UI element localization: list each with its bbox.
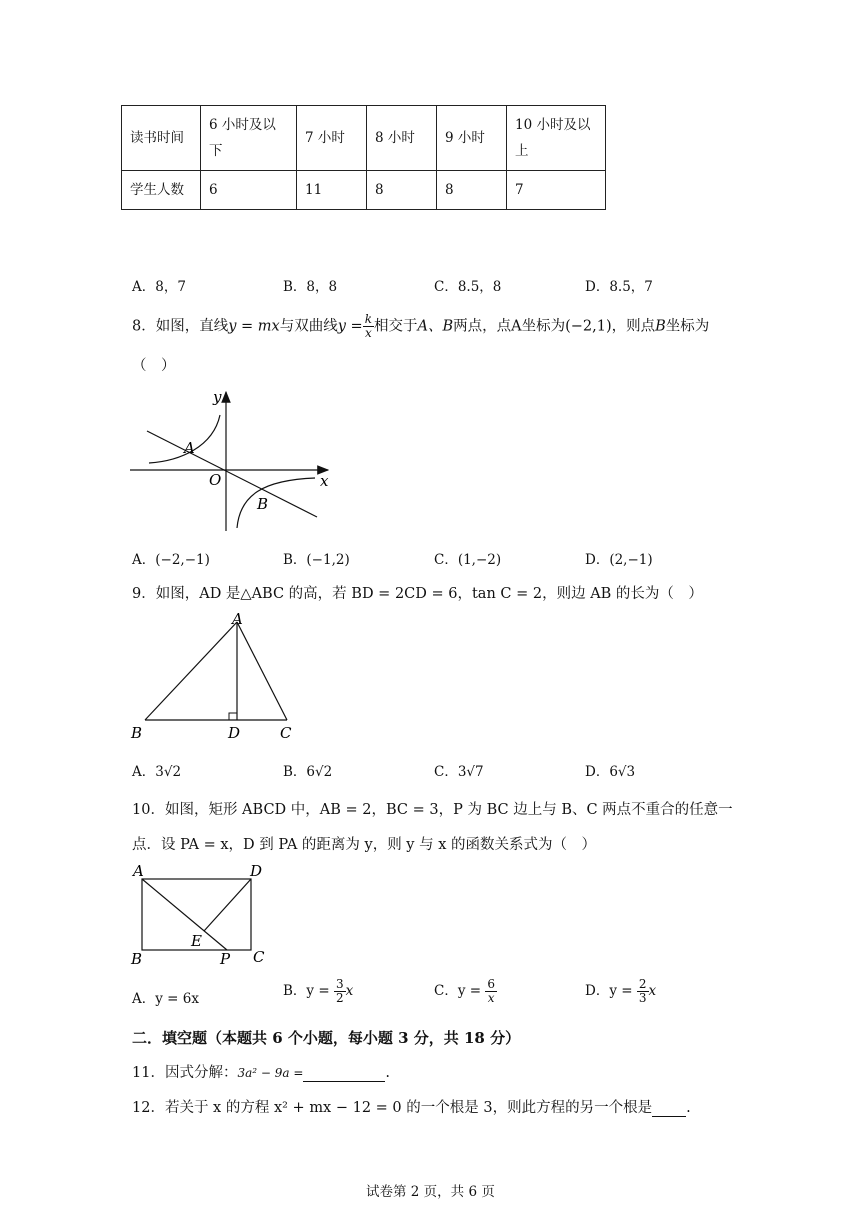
q8-question: 8．如图，直线y = mx与双曲线y = $\frac{k}{x}$ 相交于A、B两点，点A坐标为(−2,1)，则点B坐标为 [132, 312, 710, 340]
q9-option-d: D．6√3 [585, 764, 636, 780]
line-y-mx [147, 431, 317, 517]
table-cell: 6 小时及以下 [201, 106, 297, 171]
label-a: A [232, 610, 243, 628]
q10-option-c: C．y = $\frac{6}{x}$ [434, 977, 495, 1005]
q8-figure [125, 385, 340, 535]
q8-option-c: C．(1,−2) [434, 552, 502, 568]
answer-blank[interactable] [652, 1100, 686, 1117]
label-p: P [220, 950, 231, 968]
table-cell: 10 小时及以上 [507, 106, 606, 171]
q9-option-c: C．3√7 [434, 764, 484, 780]
q8-option-a: A．(−2,−1) [132, 552, 210, 568]
page-footer: 试卷第 2 页，共 6 页 [366, 1184, 495, 1200]
q9-question: 9．如图，AD 是△ABC 的高，若 BD = 2CD = 6，tan C = 2，则边 AB 的长为（ ） [132, 586, 703, 602]
q12-question: 12．若关于 x 的方程 x² + mx − 12 = 0 的一个根是 3，则此方程的另一个根是 . [132, 1100, 691, 1116]
table-cell: 6 [201, 171, 297, 210]
label-c: C [253, 948, 265, 966]
label-c: C [280, 724, 292, 742]
segment-ap [142, 879, 227, 950]
q10-figure [125, 858, 275, 970]
label-d: D [228, 724, 241, 742]
q9-figure [125, 608, 305, 743]
label-d: D [250, 862, 263, 880]
q9-option-b: B．6√2 [283, 764, 333, 780]
side-ac [237, 622, 287, 720]
label-origin: O [209, 471, 222, 489]
table-row [122, 106, 606, 171]
table-cell: 7 [507, 171, 606, 210]
answer-blank[interactable] [303, 1065, 385, 1082]
q10-option-d: D．y = $\frac{2}{3}$ x [585, 977, 657, 1005]
label-point-b: B [257, 495, 269, 513]
q10-question-line2: 点．设 PA = x，D 到 PA 的距离为 y，则 y 与 x 的函数关系式为（ ） [132, 837, 597, 853]
q7-option-b: B．8，8 [283, 279, 338, 295]
segment-de [204, 879, 251, 931]
label-b: B [131, 950, 143, 968]
q11-question: 11．因式分解：3a² − 9a = . [132, 1065, 391, 1081]
q8-answer-paren: （ ） [132, 358, 176, 374]
q7-option-a: A．8，7 [132, 279, 186, 295]
label-y: y [213, 388, 222, 406]
q7-option-d: D．8.5，7 [585, 279, 653, 295]
table-cell: 9 小时 [437, 106, 507, 171]
section-heading-fill-in: 二．填空题（本题共 6 个小题，每小题 3 分，共 18 分） [132, 1029, 521, 1047]
label-x: x [320, 472, 329, 490]
q8-option-d: D．(2,−1) [585, 552, 653, 568]
reading-time-table [121, 105, 606, 210]
label-b: B [131, 724, 143, 742]
right-angle-mark [229, 713, 237, 720]
q9-option-a: A．3√2 [132, 764, 182, 780]
q10-option-a: A．y = 6x [132, 991, 199, 1007]
q7-option-c: C．8.5，8 [434, 279, 502, 295]
table-cell: 读书时间 [122, 106, 201, 171]
table-cell: 学生人数 [122, 171, 201, 210]
q10-option-b: B．y = $\frac{3}{2}$ x [283, 977, 354, 1005]
label-e: E [191, 932, 202, 950]
q8-option-b: B．(−1,2) [283, 552, 350, 568]
table-cell: 11 [297, 171, 367, 210]
table-cell: 7 小时 [297, 106, 367, 171]
side-ab [145, 622, 237, 720]
hyperbola-branch-lower [237, 478, 315, 528]
q10-question-line1: 10．如图，矩形 ABCD 中，AB = 2，BC = 3，P 为 BC 边上与 B、C 两点不重合的任意一 [132, 802, 733, 818]
table-cell: 8 [437, 171, 507, 210]
label-point-a: A [184, 439, 195, 457]
table-row [122, 171, 606, 210]
table-cell: 8 小时 [367, 106, 437, 171]
label-a: A [133, 862, 144, 880]
table-cell: 8 [367, 171, 437, 210]
